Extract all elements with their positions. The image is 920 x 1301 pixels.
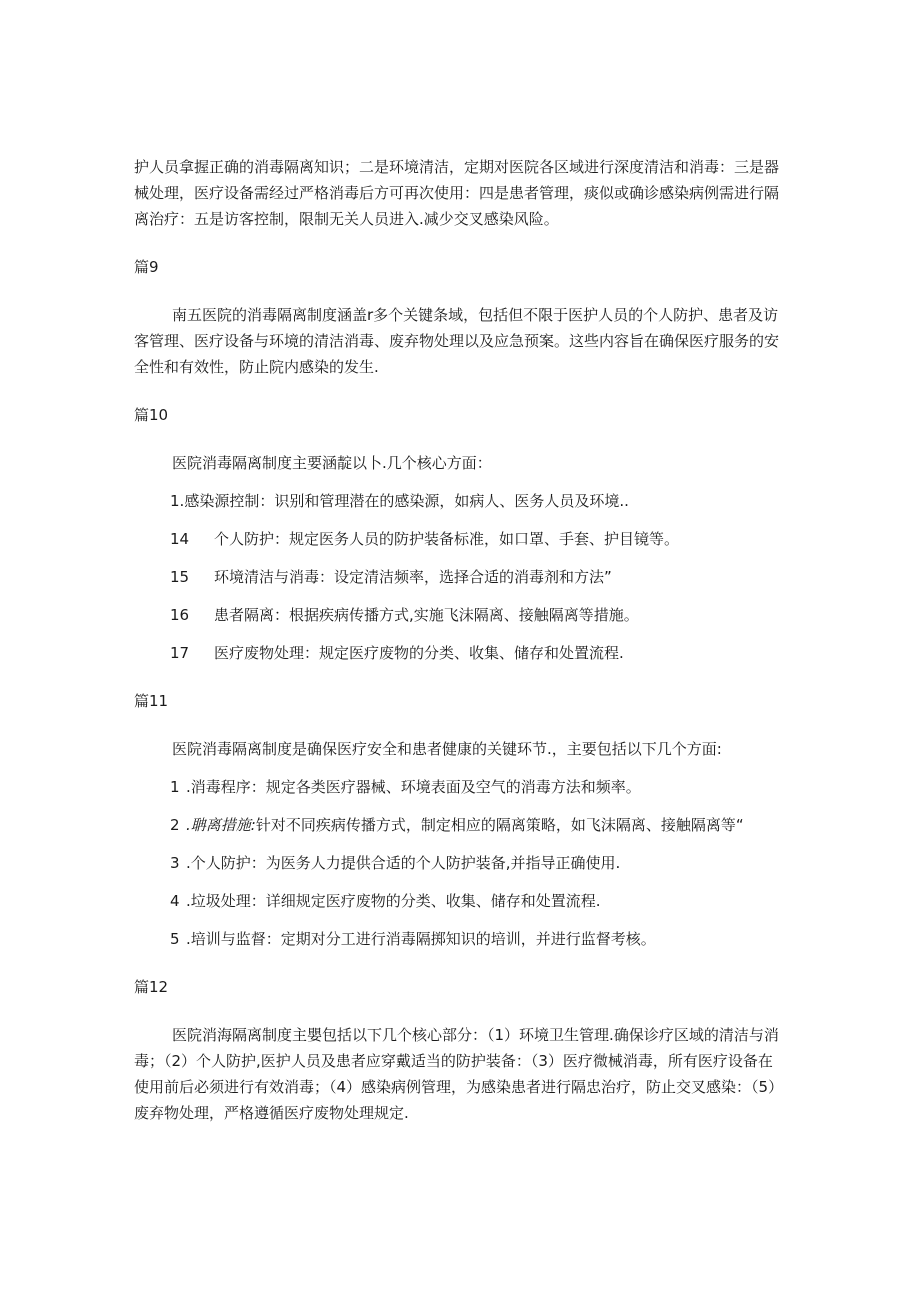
item-number: 4: [170, 892, 180, 910]
item-text: .垃圾处理：详细规定医疗废物的分类、收集、储存和处置流程.: [186, 892, 601, 910]
section-11-item-2: [134, 812, 786, 838]
item-text: .个人防护：为医务人力提供合适的个人防护装备,并指导正确使用.: [186, 854, 621, 872]
item-text: 医疗废物处理：规定医疗废物的分类、收集、储存和处置流程.: [214, 644, 624, 662]
item-text: 针对不同疾病传播方式，制定相应的隔离策略，如飞沫隔离、接触隔离等“: [255, 816, 744, 834]
section-12-paragraph: 医院消海隔离制度主嬰包括以下几个核心部分：（1）环境卫生管理.确保诊疗区域的清洁与消毒；（2）个人防护,医护人员及患者应穿戴适当的防护装备：（3）医疗微械消毒，所有医疗设备在使用前后必须进行有效消毒；（4）感染病例管理，为感染患者进行隔忠治疗，防止交叉感染：（5）废弃物处理，严格遵循医疗废物处理规定.: [134, 1026, 784, 1122]
item-number: 14: [170, 530, 190, 548]
item-text: 环境清洁与消毒：设定清洁频率，选择合适的消毒剂和方法”: [214, 568, 612, 586]
section-11-heading: 篇11: [134, 692, 169, 710]
item-number: 1.: [170, 492, 185, 510]
item-number: 3: [170, 854, 180, 872]
item-number: 2: [170, 816, 180, 834]
section-10-heading: 篇10: [134, 406, 169, 424]
item-number: 1: [170, 778, 180, 796]
item-number: 17: [170, 644, 190, 662]
section-12-heading: 篇12: [134, 978, 169, 996]
intro-paragraph: 护人员拿握正确的消毒隔离知识；二是环境清洁，定期对医院各区域进行深度清洁和消毒：三是器械处理，医疗设备需经过严格消毒后方可再次使用：四是患者管理，痰似或确诊感染病例需进行隔离治疗：五是访客控制，限制无关人员进入.减少交叉感染风险。: [134, 158, 780, 228]
section-10-item-1: [134, 488, 786, 514]
section-9-paragraph: 南五医院的消毒隔离制度涵盖r多个关键条域，包括但不限于医护人员的个人防护、患者及访客管理、医疗设备与环境的清洁消毒、废弃物处理以及应急预案。这些内容旨在确保医疗服务的安全性和有效性，防止院内感染的发生.: [134, 306, 780, 376]
document-body: [134, 154, 786, 1126]
section-10-item-4: [134, 602, 786, 628]
section-10-intro: 医院消毒隔离制度主要涵靛以卜.几个核心方面：: [172, 454, 492, 472]
section-11-item-5: [134, 926, 786, 952]
section-10-item-2: [134, 526, 786, 552]
item-number: 5: [170, 930, 180, 948]
section-9-heading: 篇9: [134, 258, 159, 276]
section-11-intro: 医院消毒隔离制度是确保医疗安全和患者健康的关键环节.，主要包括以下几个方面:: [172, 740, 722, 758]
section-11-item-3: [134, 850, 786, 876]
item-text: .培训与监督：定期对分工进行消毒隔掷知识的培训，并进行监督考核。: [186, 930, 656, 948]
item-text: .消毒程序：规定各类医疗器械、环境表面及空气的消毒方法和频率。: [186, 778, 641, 796]
section-10-item-3: [134, 564, 786, 590]
item-emphasis: .聃离措施:: [186, 816, 256, 834]
item-text: 个人防护：规定医务人员的防护装备标准，如口罩、手套、护目镜等。: [214, 530, 680, 548]
item-number: 16: [170, 606, 190, 624]
item-text: 患者隔离：根据疾病传播方式,实施飞沫隔离、接触隔离等措施。: [214, 606, 639, 624]
item-text: 感染源控制：识别和管理潜在的感染源，如病人、医务人员及环境..: [184, 492, 629, 510]
section-11-item-1: [134, 774, 786, 800]
section-11-item-4: [134, 888, 786, 914]
item-number: 15: [170, 568, 190, 586]
section-10-item-5: [134, 640, 786, 666]
